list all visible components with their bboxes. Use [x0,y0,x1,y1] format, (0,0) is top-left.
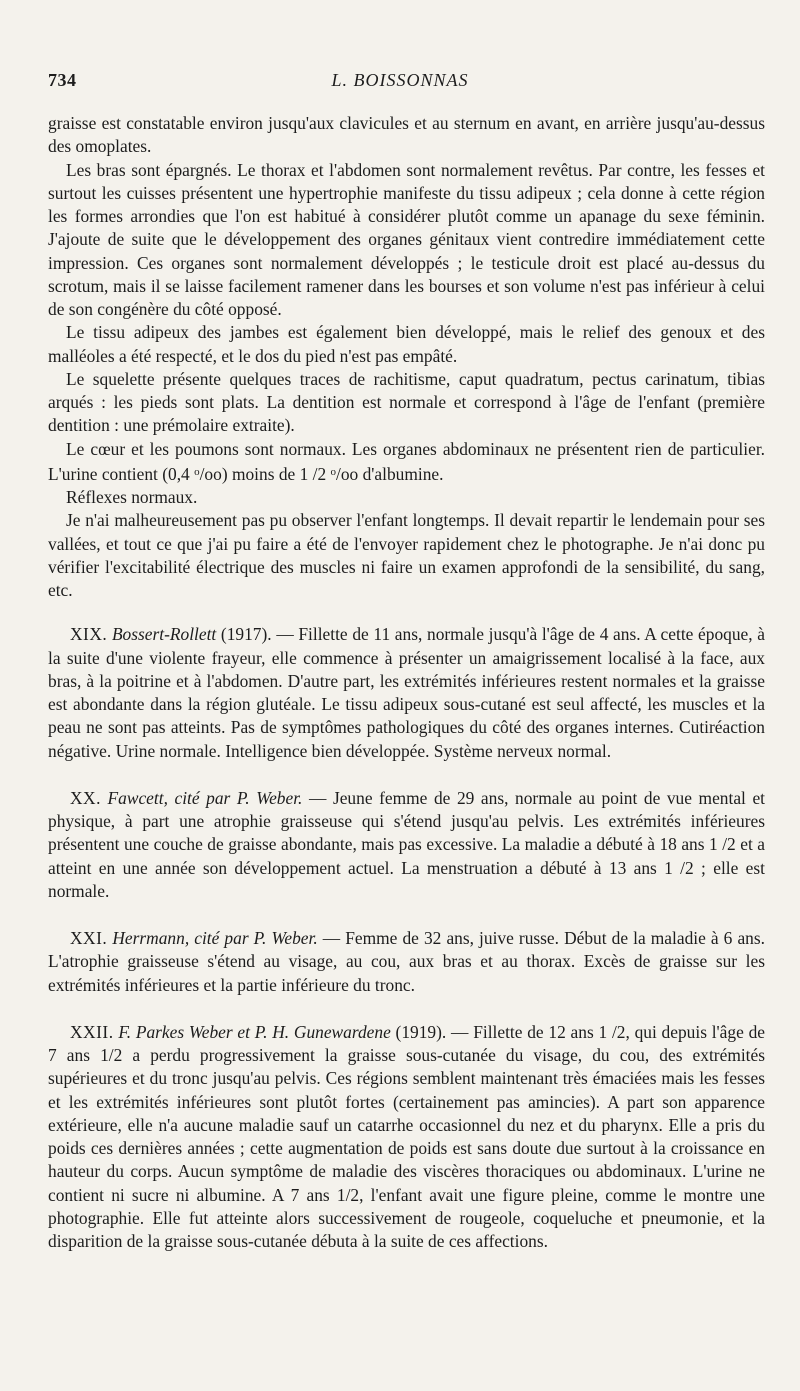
case-text: — Femme de 32 ans, juive russe. Début de la maladie à 6 ans. L'atrophie graisseuse s'étend au visage, au cou, aux bras et au thorax. Excès de graisse sur les extrémités inférieures et la partie inférieure du tronc. [48,928,765,995]
page-number: 734 [48,70,77,90]
case-reference-year: (1919). [390,1021,447,1042]
superscript: o [194,465,200,478]
case-number: XXII. [70,1021,114,1042]
case-number: XIX. [70,624,108,645]
paragraph: Le squelette présente quelques traces de rachitisme, caput quadratum, pectus carinatum, tibias arqués : les pieds sont plats. La dentition est normale et correspond à l'âge de l'enfant (première dentition : une prémolaire extraite). [48,368,765,436]
case-xxii [48,1021,765,1254]
case-text: — Jeune femme de 29 ans, normale au point de vue mental et physique, à part une atrophie graisseuse qui s'étend jusqu'au pelvis. Les extrémités inférieures présentent une couche de graisse abondante, mais pas excessive. La maladie a débuté à 18 ans 1 /2 et a atteint en une année son développement actuel. La menstruation a débuté à 13 ans 1 /2 ; elle est normale. [48,787,765,901]
paragraph: Le tissu adipeux des jambes est également bien développé, mais le relief des genoux et des malléoles a été respecté, et le dos du pied n'est pas empâté. [48,322,765,366]
case-reference: Fawcett, cité par P. Weber. [107,787,303,808]
paragraph [48,438,765,487]
case-reference: Bossert-Rollett [111,624,217,645]
case-xxi [48,927,765,997]
body-text [48,112,765,1253]
paragraph-text: /oo d'albumine. [336,463,444,484]
case-number: XXI. [70,928,108,948]
running-head: L. BOISSONNAS [331,70,469,90]
paragraph-text: /oo) moins de 1 /2 [199,463,331,484]
case-number: XX. [70,787,101,808]
paragraph: Les bras sont épargnés. Le thorax et l'abdomen sont normalement revêtus. Par contre, les fesses et surtout les cuisses présentent une hypertrophie manifeste du tissu adipeux ; cela donne à cette région les formes arrondies que l'on est habitué à considérer plutôt comme un apanage du sexe féminin. J'ajoute de suite que le développement des organes génitaux vient contredire immédiatement cette impression. Ces organes sont normalement développés ; le testicule droit est placé au-dessus du scrotum, mais il se laisse facilement ramener dans les bourses et son volume n'est pas inférieur à celui de son congénère du côté opposé. [48,159,765,319]
case-text: — Fillette de 12 ans 1 /2, qui depuis l'âge de 7 ans 1/2 a perdu progressivement la graisse sous-cutanée du visage, du cou, des extrémités supérieures et du tronc jusqu'au pelvis. Ces régions semblent maintenant très émaciées mais les fesses et les extrémités inférieures sont plutôt fortes (certainement pas amincies). A part son apparence extérieure, elle n'a aucune maladie sauf un catarrhe occasionnel du nez et du pharynx. Elle a pris du poids ces dernières années ; cette augmentation de poids est sans doute due surtout à la croissance en hauteur du corps. Aucun symptôme de maladie des viscères thoraciques ou abdominaux. L'urine ne contient ni sucre ni albumine. A 7 ans 1/2, l'enfant avait une figure pleine, comme le montre une photographie. Elle fut atteinte alors successivement de rougeole, coqueluche et pneumonie, et la disparition de la graisse sous-cutanée débuta à la suite de ces affections. [48,1021,765,1251]
case-reference: F. Parkes Weber et P. H. Gunewardene [118,1021,391,1042]
paragraph: Réflexes normaux. [66,487,198,507]
case-text: — Fillette de 11 ans, normale jusqu'à l'âge de 4 ans. A cette époque, à la suite d'une violente frayeur, elle commence à présenter un amaigrissement localisé à la face, aux bras, à la poitrine et à l'abdomen. D'autre part, les extrémités inférieures restent normales et la graisse est abondante dans la région glutéale. Le tissu adipeux sous-cutané est seul affecté, les muscles et la peau ne sont pas atteints. Pas de symptômes pathologiques du côté des organes internes. Cutiréaction négative. Urine normale. Intelligence bien développée. Système nerveux normal. [48,624,765,761]
case-reference-year: (1917). [216,624,272,645]
paragraph-text: Le cœur et les poumons sont normaux. Les organes abdominaux ne présentent rien de particulier. L'urine contient (0,4 [48,438,765,484]
paragraph: Je n'ai malheureusement pas pu observer l'enfant longtemps. Il devait repartir le lendemain pour ses vallées, et tout ce que j'ai pu faire a été de l'envoyer rapidement chez le photographe. Je n'ai donc pu vérifier l'excitabilité électrique des muscles ni faire un examen approfondi de la sensibilité, du sang, etc. [48,510,765,600]
paragraph: graisse est constatable environ jusqu'aux clavicules et au sternum en avant, en arrière jusqu'au-dessus des omoplates. [48,113,765,157]
superscript: o [330,465,336,478]
case-xix [48,623,765,763]
case-xx [48,787,765,903]
page-header [48,70,752,98]
case-reference: Herrmann, cité par P. Weber. [112,928,318,948]
